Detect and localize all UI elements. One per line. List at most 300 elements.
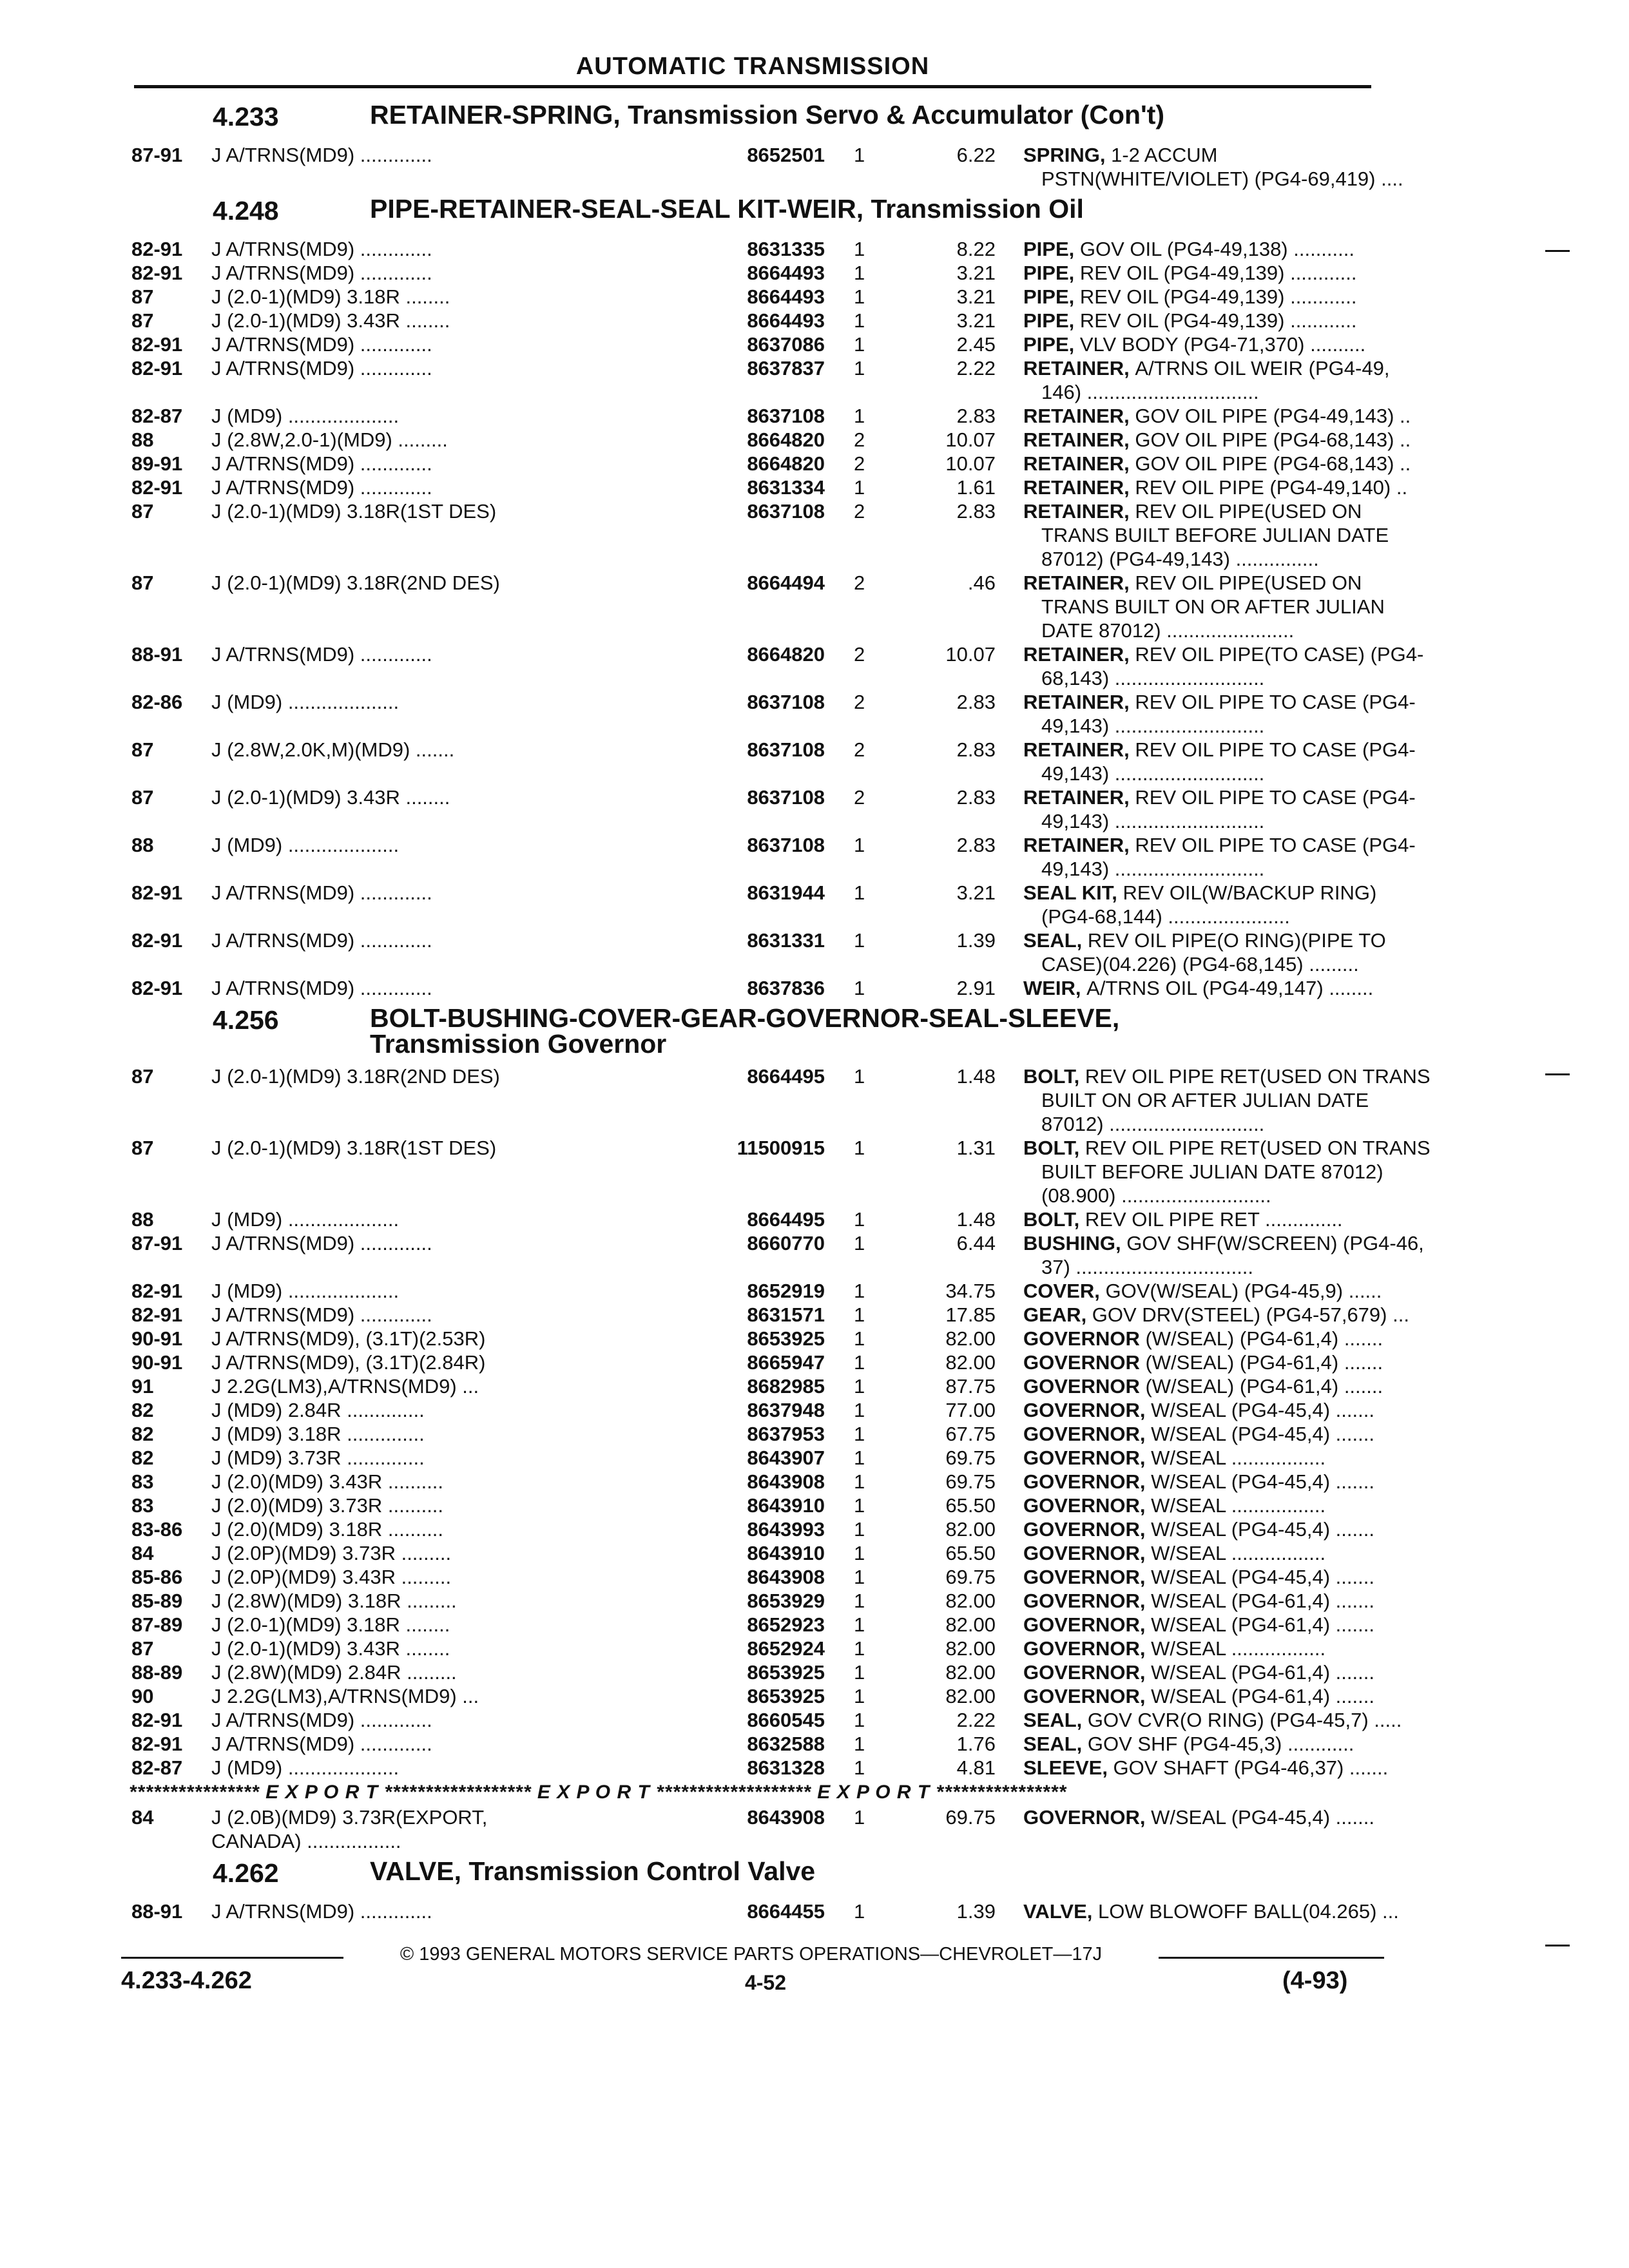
- page-number: 4-52: [744, 1971, 787, 1994]
- price: 1.39: [956, 1900, 996, 1923]
- list-item: [129, 1684, 1379, 1708]
- section-title-line: RETAINER-SPRING, Transmission Servo & Accumulator (Con't): [370, 100, 1165, 130]
- footer: [121, 1943, 1384, 1975]
- list-item: [129, 1637, 1379, 1660]
- section-title: [370, 1858, 1375, 1884]
- list-item: [129, 428, 1411, 452]
- part-detail: PSTN(WHITE/VIOLET) (PG4-69,419) ....: [1041, 168, 1403, 190]
- part-detail: REV OIL PIPE RET(USED ON TRANS: [1084, 1065, 1431, 1088]
- part-description: [1023, 1684, 1381, 1708]
- model-years: 83-86: [131, 1518, 183, 1541]
- list-item: [129, 261, 1379, 285]
- part-number: 8664455: [747, 1900, 825, 1923]
- section-heading: [129, 191, 1379, 237]
- part-description: [1023, 452, 1411, 476]
- price: 34.75: [945, 1280, 996, 1302]
- application: J (2.0-1)(MD9) 3.18R(1ST DES): [211, 1137, 497, 1159]
- application: J A/TRNS(MD9) .............: [211, 1303, 432, 1326]
- section-number: 4.233: [213, 102, 279, 131]
- price: 10.07: [945, 643, 996, 666]
- part-description: [1023, 1136, 1431, 1160]
- list-item-continuation: [129, 523, 1389, 547]
- price: 82.00: [945, 1518, 996, 1541]
- application: J (MD9) ....................: [211, 1280, 400, 1302]
- list-item: [129, 476, 1408, 499]
- part-number: 8631331: [747, 929, 825, 952]
- model-years: 82-91: [131, 333, 183, 356]
- quantity: 2: [854, 691, 865, 713]
- part-number: 8652501: [747, 144, 825, 166]
- part-number: 8637108: [747, 500, 825, 523]
- part-detail: GOV(W/SEAL) (PG4-45,9) ......: [1105, 1280, 1382, 1302]
- application: J (2.0)(MD9) 3.73R ..........: [211, 1494, 444, 1517]
- list-item-continuation: [129, 595, 1385, 619]
- part-detail: GOV CVR(O RING) (PG4-45,7) .....: [1087, 1709, 1402, 1731]
- application: J (2.0P)(MD9) 3.73R .........: [211, 1542, 452, 1564]
- application: J A/TRNS(MD9) .............: [211, 881, 432, 904]
- price: 4.81: [956, 1756, 996, 1779]
- part-detail: W/SEAL .................: [1151, 1542, 1326, 1564]
- application: J (MD9) ....................: [211, 405, 400, 427]
- model-years: 82: [131, 1446, 154, 1469]
- quantity: 1: [854, 1518, 865, 1541]
- part-detail: 49,143) ...........................: [1041, 810, 1265, 832]
- part-name: GOVERNOR,: [1023, 1661, 1152, 1684]
- list-item-continuation: [129, 619, 1379, 642]
- list-item: [129, 738, 1416, 762]
- model-years: 82-91: [131, 1280, 183, 1302]
- part-name: PIPE,: [1023, 262, 1080, 284]
- part-detail: REV OIL PIPE(TO CASE) (PG4-: [1135, 643, 1424, 666]
- part-name: GOVERNOR,: [1023, 1518, 1152, 1541]
- application: J A/TRNS(MD9) .............: [211, 977, 432, 999]
- part-description: [1023, 1708, 1402, 1732]
- list-item: [129, 1589, 1379, 1613]
- part-description: [1023, 785, 1416, 809]
- list-item: [129, 1565, 1379, 1589]
- price: 69.75: [945, 1566, 996, 1588]
- part-detail: REV OIL PIPE(USED ON: [1135, 572, 1362, 594]
- model-years: 87-91: [131, 1232, 183, 1254]
- part-name: SEAL,: [1023, 1709, 1088, 1731]
- part-name: RETAINER,: [1023, 834, 1135, 856]
- part-name: RETAINER,: [1023, 691, 1135, 713]
- quantity: 1: [854, 834, 865, 856]
- part-detail: W/SEAL .................: [1151, 1446, 1326, 1469]
- part-detail: CASE)(04.226) (PG4-68,145) .........: [1041, 953, 1359, 975]
- section-range: 4.233-4.262: [121, 1967, 252, 1994]
- quantity: 2: [854, 738, 865, 761]
- model-years: 82-87: [131, 1756, 183, 1779]
- model-years: 82-91: [131, 357, 183, 380]
- part-description: [1023, 285, 1381, 309]
- part-name: PIPE,: [1023, 333, 1080, 356]
- list-item: [129, 1732, 1379, 1756]
- model-years: 87: [131, 285, 154, 308]
- part-name: GOVERNOR,: [1023, 1566, 1152, 1588]
- model-years: 82: [131, 1423, 154, 1445]
- part-detail: 146) ...............................: [1041, 381, 1259, 403]
- application: J A/TRNS(MD9) .............: [211, 357, 432, 380]
- list-item-continuation: [129, 952, 1379, 976]
- list-item-continuation: [129, 1184, 1379, 1207]
- list-item: [129, 1446, 1379, 1470]
- part-number: 8643908: [747, 1470, 825, 1493]
- part-description: [1023, 1374, 1381, 1398]
- price: 3.21: [956, 881, 996, 904]
- application: J (2.0-1)(MD9) 3.18R ........: [211, 285, 450, 308]
- part-name: BOLT,: [1023, 1065, 1085, 1088]
- part-description: [1023, 143, 1381, 167]
- list-item: [129, 285, 1379, 309]
- list-item-continuation: [129, 809, 1379, 833]
- application: J (MD9) ....................: [211, 1756, 400, 1779]
- price: 65.50: [945, 1542, 996, 1564]
- quantity: 1: [854, 1399, 865, 1421]
- quantity: 1: [854, 1375, 865, 1398]
- part-detail: (W/SEAL) (PG4-61,4) .......: [1145, 1375, 1383, 1398]
- list-item-continuation: [129, 762, 1379, 785]
- part-detail: REV OIL PIPE(USED ON: [1135, 500, 1362, 523]
- part-detail: TRANS BUILT ON OR AFTER JULIAN: [1041, 595, 1385, 618]
- part-name: BOLT,: [1023, 1208, 1085, 1231]
- list-item: [129, 1231, 1424, 1255]
- section-title-line: Transmission Governor: [370, 1029, 667, 1059]
- part-number: 8631328: [747, 1756, 825, 1779]
- price: 3.21: [956, 285, 996, 308]
- list-item: [129, 1613, 1379, 1637]
- quantity: 1: [854, 476, 865, 499]
- model-years: 88: [131, 428, 154, 451]
- part-name: SEAL KIT,: [1023, 881, 1123, 904]
- part-detail: (W/SEAL) (PG4-61,4) .......: [1145, 1351, 1383, 1374]
- model-years: 87: [131, 738, 154, 761]
- part-detail: 68,143) ...........................: [1041, 667, 1265, 689]
- part-description: [1023, 1422, 1381, 1446]
- model-years: 87: [131, 1137, 154, 1159]
- quantity: 1: [854, 238, 865, 260]
- list-item: [129, 1064, 1431, 1088]
- part-detail: W/SEAL (PG4-61,4) .......: [1151, 1661, 1374, 1684]
- list-item: [129, 1398, 1379, 1422]
- part-detail: A/TRNS OIL WEIR (PG4-49,: [1135, 357, 1390, 380]
- price: 69.75: [945, 1470, 996, 1493]
- part-name: RETAINER,: [1023, 476, 1135, 499]
- part-description: [1023, 428, 1411, 452]
- list-item: [129, 1374, 1383, 1398]
- model-years: 87: [131, 1637, 154, 1660]
- part-description: [1023, 237, 1381, 261]
- footer-rule: [1159, 1957, 1384, 1959]
- quantity: 1: [854, 1661, 865, 1684]
- list-item: [129, 1756, 1389, 1780]
- price: 17.85: [945, 1303, 996, 1326]
- part-number: 8637108: [747, 691, 825, 713]
- quantity: 1: [854, 1590, 865, 1612]
- part-detail: REV OIL PIPE TO CASE (PG4-: [1135, 738, 1416, 761]
- part-number: 8664493: [747, 285, 825, 308]
- application: J (MD9) 2.84R ..............: [211, 1399, 425, 1421]
- part-name: GOVERNOR,: [1023, 1494, 1152, 1517]
- quantity: 1: [854, 1733, 865, 1755]
- price: 77.00: [945, 1399, 996, 1421]
- list-item-continuation: [129, 714, 1379, 738]
- application: J 2.2G(LM3),A/TRNS(MD9) ...: [211, 1685, 479, 1707]
- part-description: [1023, 928, 1386, 952]
- model-years: 87: [131, 786, 154, 809]
- margin-mark: [1545, 1945, 1570, 1946]
- application: J 2.2G(LM3),A/TRNS(MD9) ...: [211, 1375, 479, 1398]
- part-detail: W/SEAL (PG4-61,4) .......: [1151, 1590, 1374, 1612]
- part-detail: GOV DRV(STEEL) (PG4-57,679) ...: [1092, 1303, 1409, 1326]
- part-number: 8682985: [747, 1375, 825, 1398]
- part-number: 8631335: [747, 238, 825, 260]
- part-number: 8664820: [747, 428, 825, 451]
- part-detail: REV OIL PIPE RET ..............: [1084, 1208, 1343, 1231]
- list-item: [129, 881, 1379, 905]
- model-years: 87: [131, 572, 154, 594]
- application: J (MD9) ....................: [211, 691, 400, 713]
- model-years: 90-91: [131, 1327, 183, 1350]
- part-name: GOVERNOR: [1023, 1327, 1146, 1350]
- price: 82.00: [945, 1661, 996, 1684]
- part-description: [1023, 881, 1381, 905]
- quantity: 1: [854, 357, 865, 380]
- application: J A/TRNS(MD9) .............: [211, 1709, 432, 1731]
- model-years: 82-91: [131, 881, 183, 904]
- section-heading: [129, 1853, 1379, 1899]
- part-name: RETAINER,: [1023, 738, 1135, 761]
- price: 2.83: [956, 691, 996, 713]
- price: 65.50: [945, 1494, 996, 1517]
- part-detail: 87012) (PG4-49,143) ...............: [1041, 548, 1319, 570]
- part-detail: GOV OIL PIPE (PG4-49,143) ..: [1135, 405, 1411, 427]
- price: 82.00: [945, 1685, 996, 1707]
- edition-date: (4-93): [1282, 1967, 1348, 1994]
- part-number: 8637108: [747, 405, 825, 427]
- part-description: [1023, 1732, 1381, 1756]
- price: 10.07: [945, 428, 996, 451]
- model-years: 84: [131, 1542, 154, 1564]
- part-detail: W/SEAL (PG4-61,4) .......: [1151, 1613, 1374, 1636]
- list-item-continuation: [129, 666, 1379, 690]
- part-description: [1023, 976, 1381, 1000]
- price: 1.61: [956, 476, 996, 499]
- list-item: [129, 833, 1416, 857]
- footer-copyright: © 1993 GENERAL MOTORS SERVICE PARTS OPERATIONS—CHEVROLET—17J: [400, 1944, 1103, 1965]
- model-years: 87: [131, 500, 154, 523]
- price: 1.76: [956, 1733, 996, 1755]
- model-years: 88-91: [131, 643, 183, 666]
- quantity: 1: [854, 1065, 865, 1088]
- footer-rule: [121, 1957, 343, 1959]
- part-description: [1023, 404, 1411, 428]
- quantity: 1: [854, 1566, 865, 1588]
- part-name: GOVERNOR,: [1023, 1637, 1152, 1660]
- part-number: 8637948: [747, 1399, 825, 1421]
- list-item: [129, 332, 1379, 356]
- price: 2.22: [956, 1709, 996, 1731]
- part-number: 8637953: [747, 1423, 825, 1445]
- list-item-continuation: [129, 857, 1379, 881]
- quantity: 2: [854, 452, 865, 475]
- part-detail: REV OIL (PG4-49,139) ............: [1079, 285, 1357, 308]
- part-description: [1023, 571, 1381, 595]
- model-years: 82-86: [131, 691, 183, 713]
- price: 6.44: [956, 1232, 996, 1254]
- model-years: 90-91: [131, 1351, 183, 1374]
- quantity: 1: [854, 1542, 865, 1564]
- part-name: GOVERNOR,: [1023, 1613, 1152, 1636]
- part-detail: REV OIL (PG4-49,139) ............: [1079, 262, 1357, 284]
- part-name: GOVERNOR,: [1023, 1399, 1152, 1421]
- list-item: [129, 1708, 1402, 1732]
- price: 82.00: [945, 1613, 996, 1636]
- price: 2.83: [956, 500, 996, 523]
- part-description: [1023, 1303, 1409, 1327]
- part-name: GOVERNOR,: [1023, 1446, 1152, 1469]
- model-years: 88-91: [131, 1900, 183, 1923]
- price: 8.22: [956, 238, 996, 260]
- application: J (2.0)(MD9) 3.18R ..........: [211, 1518, 444, 1541]
- section-title: [370, 196, 1375, 222]
- price: 69.75: [945, 1806, 996, 1829]
- model-years: 82-91: [131, 1709, 183, 1731]
- list-item: [129, 571, 1379, 595]
- model-years: 83: [131, 1494, 154, 1517]
- application: J (MD9) 3.73R ..............: [211, 1446, 425, 1469]
- section-title: [370, 1005, 1375, 1057]
- quantity: 1: [854, 144, 865, 166]
- part-detail: 87012) ............................: [1041, 1113, 1265, 1135]
- section-title: [370, 102, 1375, 128]
- list-item: [129, 1279, 1382, 1303]
- application: J A/TRNS(MD9) .............: [211, 452, 432, 475]
- part-description: [1023, 1565, 1381, 1589]
- price: 2.83: [956, 786, 996, 809]
- part-description: [1023, 1589, 1381, 1613]
- model-years: 88-89: [131, 1661, 183, 1684]
- price: 67.75: [945, 1423, 996, 1445]
- part-number: 8637108: [747, 738, 825, 761]
- price: 2.83: [956, 405, 996, 427]
- part-number: 8631334: [747, 476, 825, 499]
- part-detail: W/SEAL (PG4-45,4) .......: [1151, 1518, 1374, 1541]
- part-name: RETAINER,: [1023, 452, 1135, 475]
- price: 1.48: [956, 1208, 996, 1231]
- model-years: 91: [131, 1375, 154, 1398]
- list-item: [129, 1136, 1431, 1160]
- part-description: [1023, 833, 1416, 857]
- application: J (2.8W)(MD9) 2.84R .........: [211, 1661, 457, 1684]
- margin-mark: [1545, 250, 1570, 252]
- model-years: 84: [131, 1806, 154, 1829]
- list-item: [129, 690, 1416, 714]
- part-description: [1023, 1470, 1381, 1494]
- price: 82.00: [945, 1637, 996, 1660]
- list-item-continuation: [129, 167, 1403, 191]
- price: 1.39: [956, 929, 996, 952]
- list-item: [129, 356, 1390, 380]
- list-item-continuation: [129, 1112, 1379, 1136]
- part-detail: REV OIL PIPE TO CASE (PG4-: [1135, 834, 1416, 856]
- part-name: RETAINER,: [1023, 428, 1135, 451]
- part-description: [1023, 1494, 1381, 1517]
- part-number: 8664493: [747, 309, 825, 332]
- application: J (MD9) ....................: [211, 1208, 400, 1231]
- part-detail: (08.900) ...........................: [1041, 1184, 1271, 1207]
- model-years: 88: [131, 1208, 154, 1231]
- model-years: 89-91: [131, 452, 183, 475]
- list-item: [129, 237, 1379, 261]
- part-name: COVER,: [1023, 1280, 1106, 1302]
- part-description: [1023, 1207, 1381, 1231]
- part-description: [1023, 1517, 1381, 1541]
- application: J (2.0)(MD9) 3.43R ..........: [211, 1470, 444, 1493]
- quantity: 1: [854, 1470, 865, 1493]
- part-number: 8637837: [747, 357, 825, 380]
- part-name: WEIR,: [1023, 977, 1087, 999]
- quantity: 1: [854, 1423, 865, 1445]
- part-name: PIPE,: [1023, 238, 1080, 260]
- application: J A/TRNS(MD9), (3.1T)(2.84R): [211, 1351, 486, 1374]
- export-divider: **************** E X P O R T ****************** E X P O R T ******************* E X P O R T ****************: [129, 1782, 1067, 1803]
- section-title-line: PIPE-RETAINER-SEAL-SEAL KIT-WEIR, Transmission Oil: [370, 194, 1084, 224]
- part-detail: BUILT BEFORE JULIAN DATE 87012): [1041, 1160, 1383, 1183]
- list-item: [129, 309, 1379, 332]
- part-detail: W/SEAL (PG4-45,4) .......: [1151, 1399, 1374, 1421]
- quantity: 2: [854, 428, 865, 451]
- part-number: 11500915: [737, 1137, 825, 1159]
- part-detail: W/SEAL (PG4-45,4) .......: [1151, 1566, 1374, 1588]
- price: 87.75: [945, 1375, 996, 1398]
- list-item-continuation: [129, 905, 1379, 928]
- part-detail: DATE 87012) .......................: [1041, 619, 1295, 642]
- application: J (MD9) ....................: [211, 834, 400, 856]
- part-name: GOVERNOR,: [1023, 1590, 1152, 1612]
- list-item-continuation: [129, 1255, 1379, 1279]
- part-number: 8664495: [747, 1065, 825, 1088]
- section-heading: [129, 1000, 1379, 1064]
- part-name: GEAR,: [1023, 1303, 1092, 1326]
- section-number: 4.256: [213, 1005, 279, 1035]
- quantity: 2: [854, 500, 865, 523]
- part-detail: W/SEAL .................: [1151, 1494, 1326, 1517]
- part-description: [1023, 1899, 1399, 1923]
- list-item: [129, 785, 1416, 809]
- part-name: RETAINER,: [1023, 572, 1135, 594]
- list-item: [129, 1660, 1379, 1684]
- list-item-continuation: [129, 1829, 1379, 1853]
- part-description: [1023, 1231, 1424, 1255]
- quantity: 1: [854, 1232, 865, 1254]
- part-description: [1023, 1541, 1381, 1565]
- price: 1.31: [956, 1137, 996, 1159]
- application: J A/TRNS(MD9) .............: [211, 333, 432, 356]
- list-item: [129, 1422, 1379, 1446]
- model-years: 87: [131, 309, 154, 332]
- part-detail: REV OIL PIPE TO CASE (PG4-: [1135, 786, 1416, 809]
- part-name: RETAINER,: [1023, 643, 1135, 666]
- section-title-line: BOLT-BUSHING-COVER-GEAR-GOVERNOR-SEAL-SLEEVE,: [370, 1003, 1120, 1033]
- part-detail: REV OIL PIPE (PG4-49,140) ..: [1135, 476, 1408, 499]
- quantity: 1: [854, 1613, 865, 1636]
- application: J A/TRNS(MD9) .............: [211, 1900, 432, 1923]
- price: 10.07: [945, 452, 996, 475]
- part-name: GOVERNOR: [1023, 1375, 1146, 1398]
- part-detail: REV OIL(W/BACKUP RING): [1123, 881, 1377, 904]
- part-name: RETAINER,: [1023, 786, 1135, 809]
